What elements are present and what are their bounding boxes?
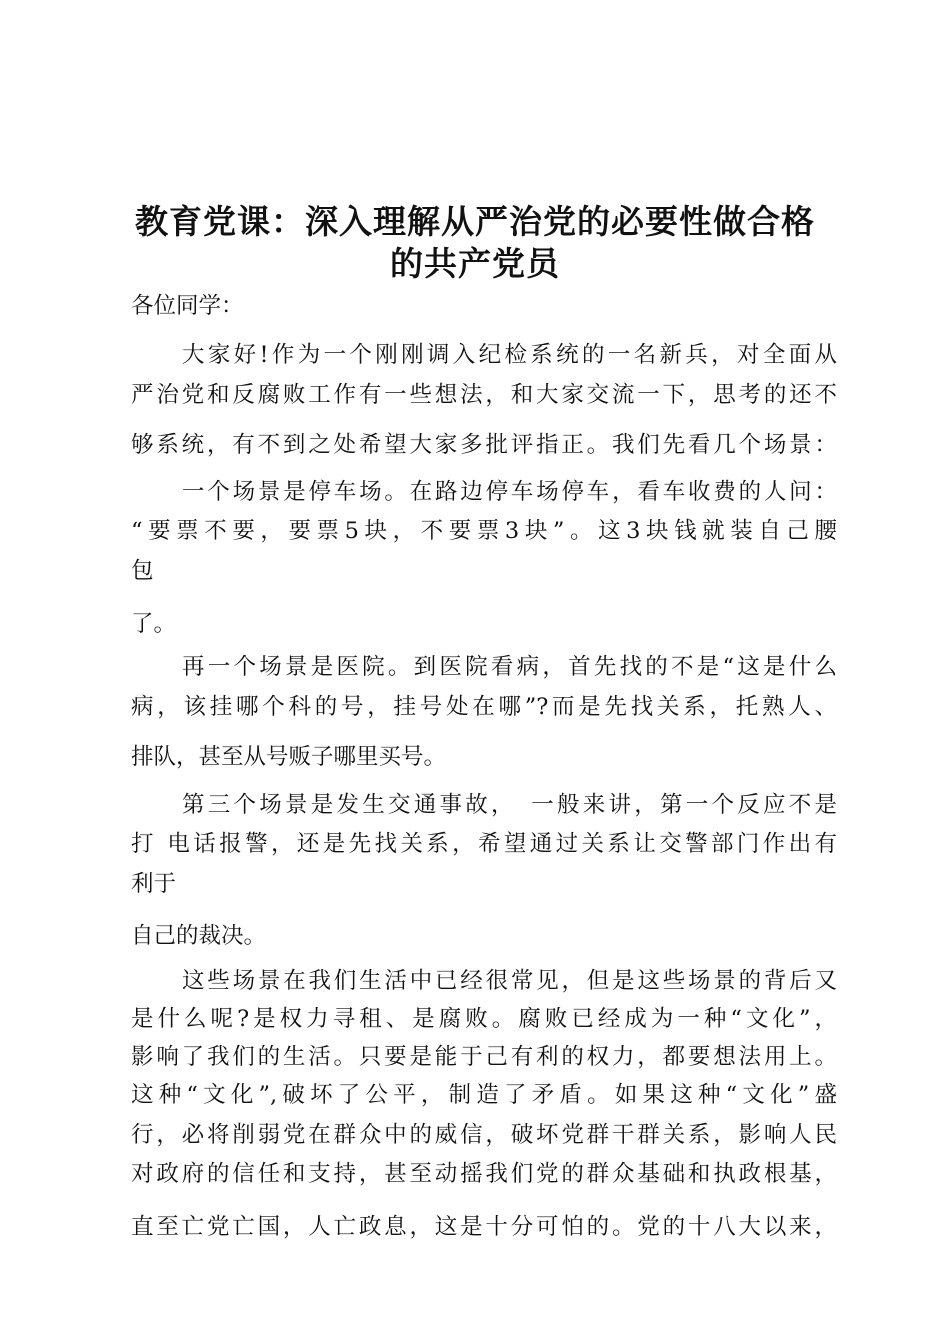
paragraph-line: 这种“文化”,破坏了公平，制造了矛盾。如果这种“文化”盛 [131, 1082, 837, 1108]
document-title-line-1: 教育党课：深入理解从严治党的必要性做合格 [135, 202, 815, 241]
paragraph-line: 第三个场景是发生交通事故， 一般来讲，第一个反应不是 [182, 792, 837, 818]
paragraph-line: 严治党和反腐败工作有一些想法，和大家交流一下，思考的还不 [131, 382, 837, 408]
paragraph-line: 病，该挂哪个科的号，挂号处在哪”?而是先找关系，托熟人、 [131, 694, 837, 720]
paragraph-line: 包 [131, 558, 154, 584]
paragraph-line: 直至亡党亡国，人亡政息，这是十分可怕的。党的十八大以来， [131, 1214, 837, 1240]
paragraph-line: 再一个场景是医院。到医院看病，首先找的不是“这是什么 [182, 654, 837, 680]
document-title-line-2: 的共产党员 [390, 244, 560, 283]
paragraph-line: 大家好!作为一个刚刚调入纪检系统的一名新兵，对全面从 [182, 342, 837, 368]
paragraph-line: 影响了我们的生活。只要是能于己有利的权力，都要想法用上。 [131, 1044, 837, 1070]
paragraph-line: “要票不要，要票5块，不要票3块”。这3块钱就装自己腰 [131, 518, 837, 544]
paragraph-line: 利于 [131, 871, 177, 897]
salutation: 各位同学： [131, 293, 244, 319]
paragraph-line: 排队，甚至从号贩子哪里买号。 [131, 744, 447, 770]
paragraph-line: 是什么呢?是权力寻租、是腐败。腐败已经成为一种“文化”， [131, 1006, 837, 1032]
paragraph-line: 自己的裁决。 [131, 923, 267, 949]
paragraph-line: 这些场景在我们生活中已经很常见，但是这些场景的背后又 [182, 968, 837, 994]
paragraph-line: 一个场景是停车场。在路边停车场停车，看车收费的人问： [182, 479, 837, 505]
paragraph-line: 了。 [131, 611, 177, 637]
paragraph-line: 打 电话报警，还是先找关系，希望通过关系让交警部门作出有 [131, 831, 837, 857]
paragraph-line: 够系统，有不到之处希望大家多批评指正。我们先看几个场景： [131, 432, 837, 458]
paragraph-line: 行，必将削弱党在群众中的威信，破坏党群干群关系，影响人民 [131, 1122, 837, 1148]
paragraph-line: 对政府的信任和支持，甚至动摇我们党的群众基础和执政根基， [131, 1161, 837, 1187]
